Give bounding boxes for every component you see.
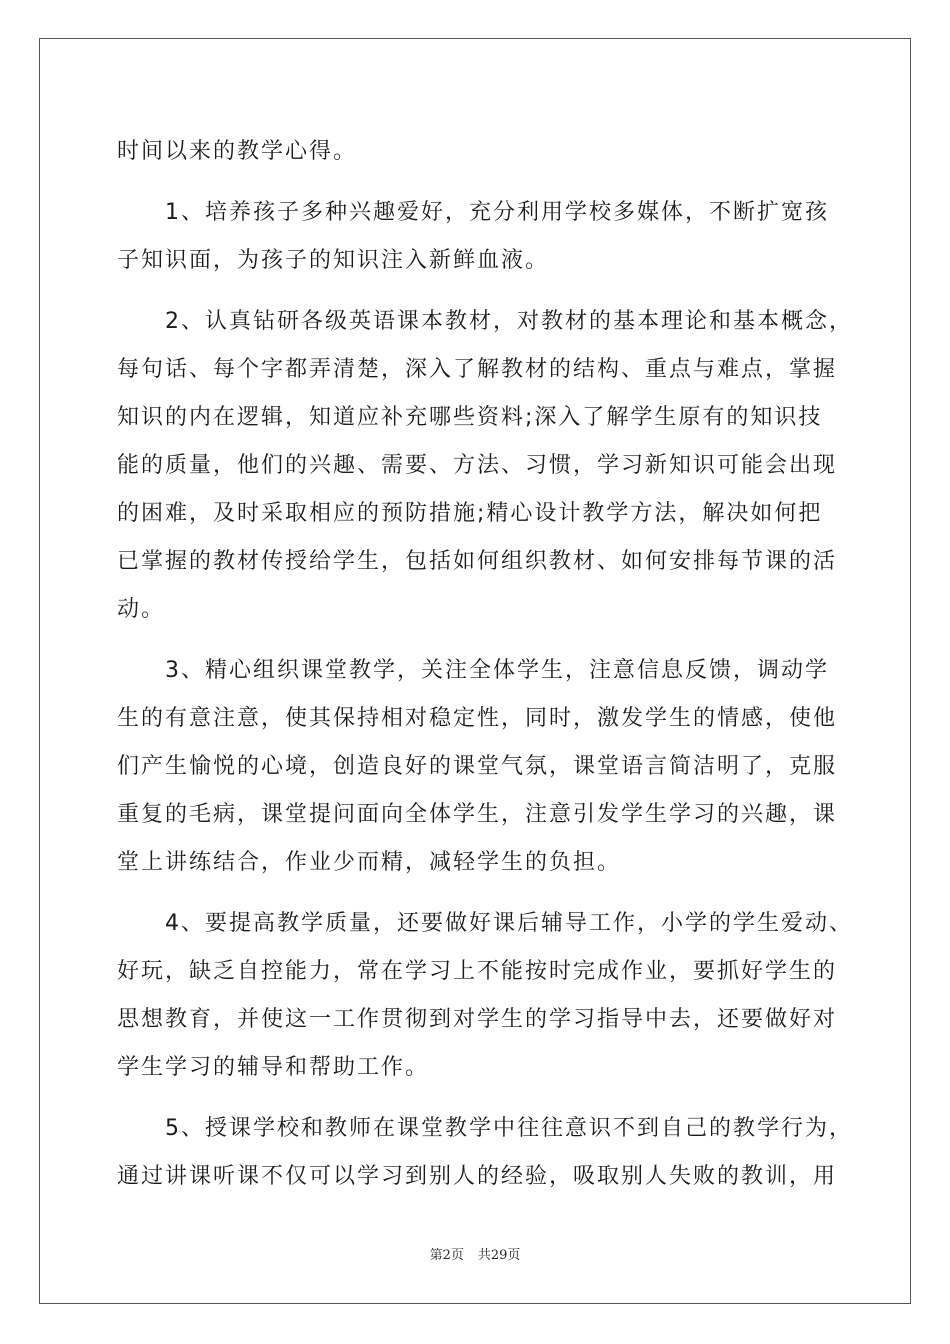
paragraph xyxy=(117,647,837,887)
text-line: 4、要提高教学质量，还要做好课后辅导工作，小学的学生爱动、 xyxy=(165,911,853,936)
text-line: 堂上讲练结合，作业少而精，减轻学生的负担。 xyxy=(117,850,622,875)
text-line: 的困难，及时采取相应的预防措施;精心设计教学方法，解决如何把 xyxy=(117,501,823,526)
page-total: 共29页 xyxy=(477,1248,521,1263)
paragraph xyxy=(117,298,853,634)
text-line: 5、授课学校和教师在课堂教学中往往意识不到自己的教学行为， xyxy=(165,1116,853,1141)
paragraph xyxy=(117,1105,853,1201)
text-line: 1、培养孩子多种兴趣爱好，充分利用学校多媒体，不断扩宽孩 xyxy=(165,200,829,225)
text-line: 生的有意注意，使其保持相对稳定性，同时，激发学生的情感，使他 xyxy=(117,706,838,731)
paragraph xyxy=(117,189,837,285)
text-line: 思想教育，并使这一工作贯彻到对学生的学习指导中去，还要做好对 xyxy=(117,1007,838,1032)
text-line: 好玩，缺乏自控能力，常在学习上不能按时完成作业，要抓好学生的 xyxy=(117,959,838,984)
text-line: 每句话、每个字都弄清楚，深入了解教材的结构、重点与难点，掌握 xyxy=(117,357,838,382)
page-number: 第2页 xyxy=(429,1248,464,1263)
text-line: 通过讲课听课不仅可以学习到别人的经验，吸取别人失败的教训，用 xyxy=(117,1164,838,1189)
text-line: 已掌握的教材传授给学生，包括如何组织教材、如何安排每节课的活 xyxy=(117,549,838,574)
text-line: 学生学习的辅导和帮助工作。 xyxy=(117,1055,430,1080)
text-line: 2、认真钻研各级英语课本教材，对教材的基本理论和基本概念， xyxy=(165,309,853,334)
document-body xyxy=(117,128,853,1201)
text-line: 3、精心组织课堂教学，关注全体学生，注意信息反馈，调动学 xyxy=(165,658,829,683)
text-line: 们产生愉悦的心境，创造良好的课堂气氛，课堂语言简洁明了，克服 xyxy=(117,754,838,779)
text-line: 能的质量，他们的兴趣、需要、方法、习惯，学习新知识可能会出现 xyxy=(117,453,838,478)
text-line: 时间以来的教学心得。 xyxy=(117,139,358,164)
text-line: 重复的毛病，课堂提问面向全体学生，注意引发学生学习的兴趣，课 xyxy=(117,802,838,827)
text-line: 动。 xyxy=(117,597,166,622)
paragraph xyxy=(117,128,837,176)
text-line: 子知识面，为孩子的知识注入新鲜血液。 xyxy=(117,248,550,273)
page-footer xyxy=(0,1244,950,1263)
text-line: 知识的内在逻辑，知道应补充哪些资料;深入了解学生原有的知识技 xyxy=(117,405,823,430)
paragraph xyxy=(117,900,853,1092)
